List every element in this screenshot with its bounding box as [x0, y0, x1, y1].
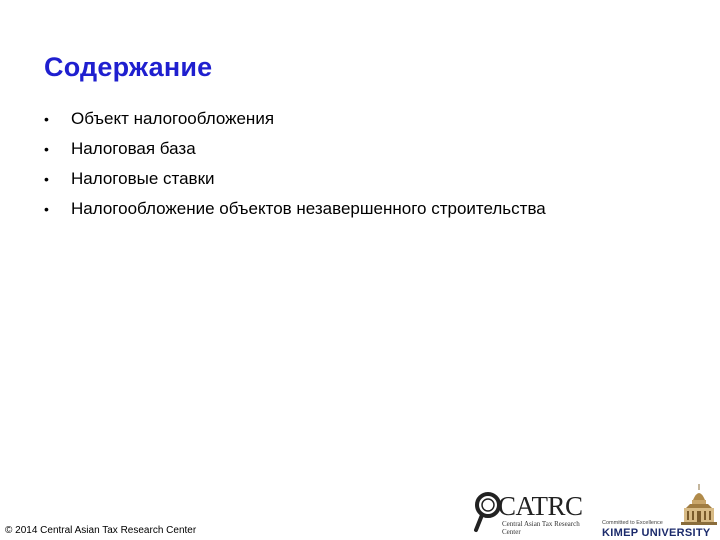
list-item — [44, 164, 546, 194]
slide-title: Содержание — [44, 52, 213, 82]
list-item — [44, 134, 546, 164]
list-item-text: Налоговые ставки — [71, 169, 215, 188]
kimep-logo — [602, 484, 720, 540]
list-item-text: Объект налогообложения — [71, 109, 275, 128]
bullet-icon: • — [44, 141, 49, 157]
catrc-subtitle: Central Asian Tax Research Center — [502, 520, 580, 536]
bullet-icon: • — [44, 201, 49, 217]
catrc-logo — [472, 490, 598, 538]
list-item — [44, 104, 546, 134]
building-icon — [680, 484, 718, 526]
kimep-tagline: Committed to Excellence — [602, 520, 663, 526]
bullet-icon: • — [44, 171, 49, 187]
list-item — [44, 194, 546, 224]
bullet-icon: • — [44, 111, 49, 127]
bullet-list — [44, 104, 546, 224]
list-item-text: Налоговая база — [71, 139, 196, 158]
list-item-text: Налогообложение объектов незавершенного строительства — [71, 199, 546, 218]
kimep-name: KIMEP UNIVERSITY — [602, 527, 711, 539]
catrc-name: CATRC — [498, 491, 583, 521]
footer-copyright: © 2014 Central Asian Tax Research Center — [5, 525, 197, 536]
